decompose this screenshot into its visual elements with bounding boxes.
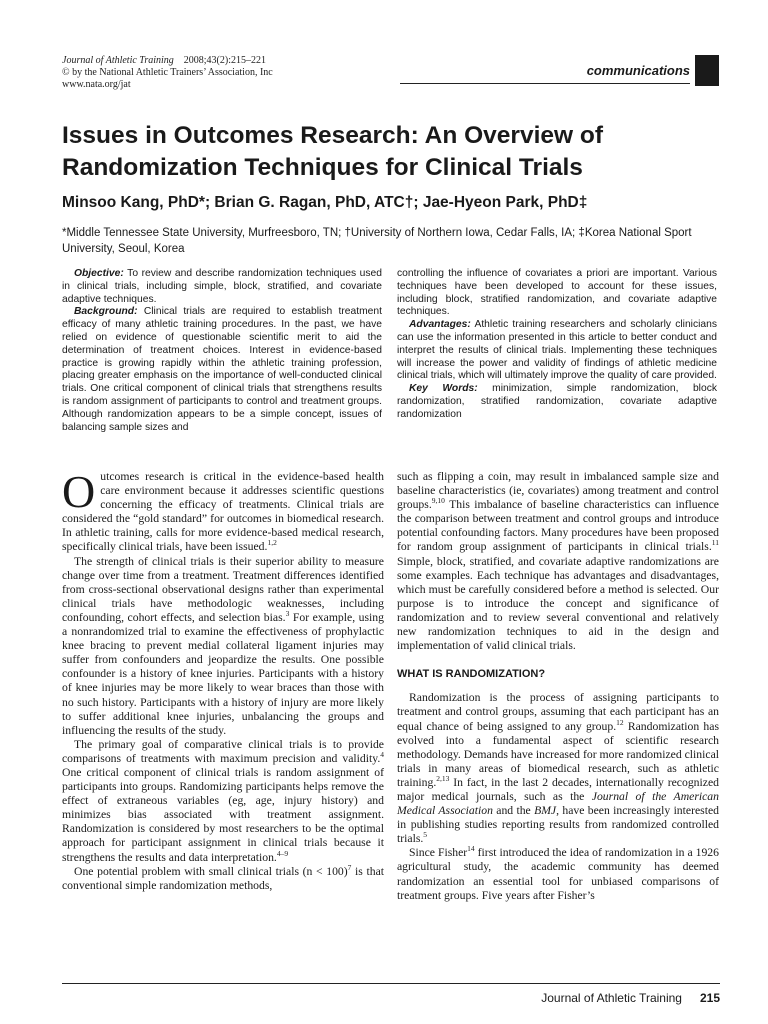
reference-superscript: 4–9 — [276, 848, 289, 858]
journal-title-bmj: BMJ — [534, 804, 557, 818]
body-paragraph: such as flipping a coin, may result in imbalanced sample size and baseline characteristics (ie, covariates) among treatment and control groups.$^{9,10}$ This imbalance of baseline characteristics can influence the comparison between treatment and control groups and introduce potential confounding factors. Many procedures have been proposed for random group assignment of participants in clinical trials.$^{11}$ Simple, block, stratified, and covariate adaptive randomizations are some examples. Each technique has advantages and disadvantages, which must be carefully considered before a method is selected. Our purpose is to introduce the concept and significance of randomization and to review several conventional and relatively new randomization techniques to aid in the design and implementation of valid clinical trials. — [397, 470, 719, 653]
section-tab-block — [695, 55, 719, 86]
reference-superscript: 9,10 — [431, 496, 445, 506]
body-left-column — [62, 466, 384, 893]
reference-superscript: 2,13 — [436, 773, 450, 783]
abstract-advantages: Advantages: Athletic training researchers and scholarly clinicians can use the information presented in this article to better conduct and interpret the results of clinical trials. Implementing these techniques will increase the power and validity of findings of athletic medicine clinical trials, which will ultimately improve the quality of care provided. — [397, 319, 718, 382]
journal-url: www.nata.org/jat — [62, 79, 131, 90]
body-paragraph: The primary goal of comparative clinical trials is to provide comparisons of treatments with maximum precision and validity.$^4$ One critical component of clinical trials is random assignment of participants into groups. Randomizing participants helps remove the effect of extraneous variables (eg, age, injury history) and minimizes bias associated with treatment assignment. Randomization is considered by most researchers to be the optimal approach for participant assignment in clinical trials because it strengthens the results and data interpretation.$^{4-9}$ — [62, 737, 384, 864]
journal-title-jama: Journal of the American Medical Association — [397, 789, 719, 818]
article-title: Issues in Outcomes Research: An Overview of Randomization Techniques for Clinical Trials — [62, 122, 604, 181]
reference-superscript: 12 — [616, 717, 624, 727]
advantages-label: Advantages: — [409, 319, 471, 331]
abstract-right-column — [397, 268, 717, 422]
intro-paragraph: Outcomes research is critical in the evidence-based health care environment because it addresses scientific questions concerning the efficacy of treatments. Clinical trials are considered the “gold standard” for outcomes in biomedical research. In athletic training, calls for more evidence-based medical research, specifically clinical trials, have been issued.$^{1,2}$ — [62, 466, 384, 554]
reference-superscript: 3 — [285, 609, 290, 619]
section-label: communications — [586, 63, 690, 78]
keywords-label: Key Words: — [409, 383, 478, 395]
abstract-left-column — [62, 268, 382, 434]
body-paragraph: The strength of clinical trials is their superior ability to measure change over time from a treatment. Treatment differences identified from cross-sectional observational designs rather than experimental clinical trials have methodologic weaknesses, including confounding, cohort effects, and selection bias.$^3$ For example, using a nonrandomized trial to examine the effectiveness of prophylactic knee bracing to prevent medial collateral ligament injuries may suffer from confounders and jeopardize the results. One possible confounder is a history of knee injuries. Participants with a history of knee injuries may be more likely to wear braces than those with no such history. Participants with a history of injury are more likely to suffer additional knee injuries, unbalancing the groups and influencing the results of the study. — [62, 554, 384, 737]
reference-superscript: 7 — [347, 862, 352, 872]
reference-superscript: 1,2 — [267, 538, 277, 548]
body-right-column — [397, 470, 719, 903]
copyright: © by the National Athletic Trainers’ Association, Inc — [62, 67, 273, 78]
citation: 2008;43(2):215–221 — [183, 55, 266, 66]
reference-superscript: 11 — [711, 538, 719, 548]
body-paragraph: Randomization is the process of assigning participants to treatment and control groups, assuming that each participant has an equal chance of being assigned to any group.$^{12}$ Randomization has evolved into a fundamental aspect of scientific research methodology. Demands have increased for more randomized clinical trials in many areas of biomedical research, such as athletic training.$^{2,13}$ In fact, in the last 2 decades, internationally recognized major medical journals, such as the Journal of the American Medical Association and the BMJ, have been increasingly interested in publishing studies reporting results from randomized controlled trials.$^5$ — [397, 691, 719, 846]
reference-superscript: 14 — [467, 844, 475, 854]
journal-name: Journal of Athletic Training — [62, 55, 174, 66]
masthead — [62, 55, 273, 91]
abstract-background-continued: controlling the influence of covariates a priori are important. Various techniques have been developed to account for these issues, including block, stratified randomization, and covariate adaptive techniques. — [397, 268, 717, 318]
affiliations: *Middle Tennessee State University, Murfreesboro, TN; †University of Northern Iowa, Cedar Falls, IA; ‡Korea National Sport University, Seoul, Korea — [62, 227, 692, 255]
section-rule — [400, 83, 690, 84]
objective-label: Objective: — [74, 268, 124, 279]
footer-journal: Journal of Athletic Training — [541, 991, 682, 1005]
footer-rule — [62, 983, 720, 984]
drop-cap: O — [62, 466, 96, 517]
page-footer — [541, 991, 720, 1005]
reference-superscript: 4 — [380, 749, 384, 759]
abstract-background: Background: Clinical trials are required to establish treatment efficacy of many athletic training procedures. In the past, we have relied on evidence of questionable scientific merit to aid the determination of treatment choices. Interest in evidence-based practice is growing rapidly within the athletic training profession, placing greater emphasis on the importance of well-conducted clinical trials. One critical component of clinical trials that strengthens results is random assignment of participants to control and treatment groups. Although randomization appears to be a simple concept, issues of balancing sample sizes and — [62, 306, 382, 433]
background-label: Background: — [74, 306, 138, 318]
reference-superscript: 5 — [423, 830, 428, 840]
page-number: 215 — [699, 991, 720, 1005]
abstract-objective: Objective: To review and describe randomization techniques used in clinical trials, including simple, block, stratified, and covariate adaptive techniques. — [62, 268, 382, 305]
body-paragraph: Since Fisher$^{14}$ first introduced the idea of randomization in a 1926 agricultural study, the academic community has deemed randomization an essential tool for unbiased comparisons of treatment groups. Five years after Fisher’s — [397, 844, 719, 902]
abstract-keywords: Key Words: minimization, simple randomization, block randomization, stratified randomization, covariate adaptive randomization — [397, 383, 717, 420]
author-list: Minsoo Kang, PhD*; Brian G. Ragan, PhD, ATC†; Jae-Hyeon Park, PhD‡ — [62, 194, 588, 211]
section-heading: WHAT IS RANDOMIZATION? — [397, 668, 546, 681]
body-paragraph: One potential problem with small clinical trials (n < 100)$^7$ is that conventional simple randomization methods, — [62, 862, 384, 892]
